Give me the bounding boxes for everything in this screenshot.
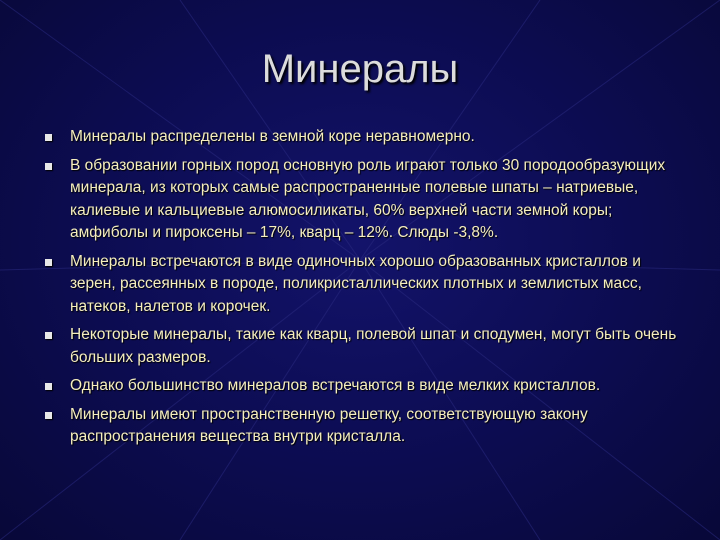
slide-title: Минералы: [261, 47, 459, 91]
square-bullet-icon: [45, 134, 52, 141]
square-bullet-icon: [45, 412, 52, 419]
bullet-text: В образовании горных пород основную роль играют только 30 породообразующих минерала, из которых самые распространенные полевые шпаты – натриевые, калиевые и кальциевые алюмосиликаты, 60% верхней части земной коры; амфиболы и пироксены – 17%, кварц – 12%. Слюды -3,8%.: [70, 156, 666, 241]
list-item: [44, 404, 684, 449]
list-item: [44, 251, 684, 319]
bullet-list: [44, 126, 684, 455]
square-bullet-icon: [45, 259, 52, 266]
list-item: [44, 126, 684, 149]
bullet-text: Однако большинство минералов встречаются в виде мелких кристаллов.: [70, 377, 601, 394]
bullet-text: Минералы встречаются в виде одиночных хорошо образованных кристаллов и зерен, рассеянных в породе, поликристаллических плотных и землистых масс, натеков, налетов и корочек.: [70, 252, 642, 315]
square-bullet-icon: [45, 163, 52, 170]
square-bullet-icon: [45, 383, 52, 390]
list-item: [44, 375, 684, 398]
list-item: [44, 155, 684, 245]
bullet-text: Минералы имеют пространственную решетку, соответствующую закону распространения вещества внутри кристалла.: [70, 405, 588, 445]
square-bullet-icon: [45, 332, 52, 339]
bullet-text: Некоторые минералы, такие как кварц, полевой шпат и сподумен, могут быть очень больших размеров.: [70, 326, 677, 366]
bullet-text: Минералы распределены в земной коре неравномерно.: [70, 128, 475, 145]
list-item: [44, 324, 684, 369]
